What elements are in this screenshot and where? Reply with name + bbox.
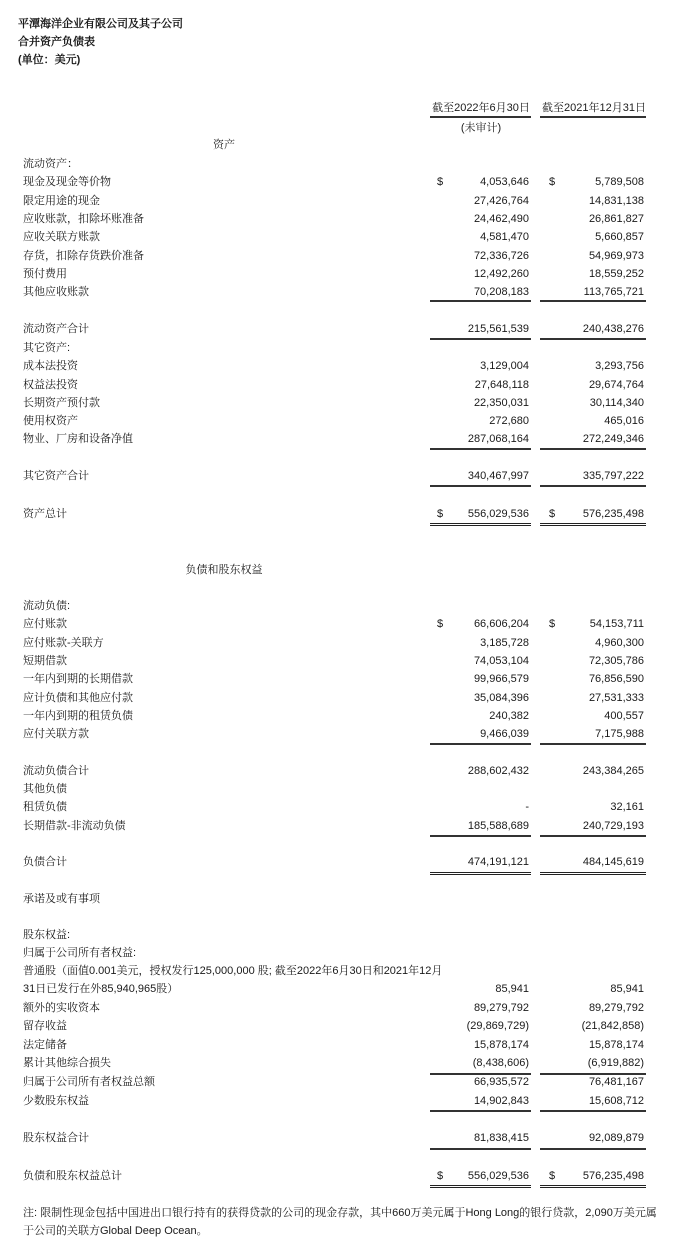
value-2022-06-30: (8,438,606)	[472, 1057, 529, 1069]
row-label: 股东权益:	[23, 929, 71, 941]
row-label: 少数股东权益	[23, 1095, 89, 1107]
row-label: 负债和股东权益总计	[23, 1170, 122, 1182]
subtotal-rule	[430, 835, 531, 837]
subtotal-rule	[430, 448, 531, 450]
row-label: 股东权益合计	[23, 1132, 89, 1144]
value-2022-06-30: (29,869,729)	[466, 1020, 529, 1032]
row-label: 应付账款	[23, 618, 67, 630]
row-label: 限定用途的现金	[23, 194, 100, 207]
value-2022-06-30: 9,466,039	[480, 728, 529, 740]
value-2022-06-30: 89,279,792	[473, 1002, 529, 1014]
currency-symbol: $	[437, 176, 444, 188]
row-label: 资产总计	[23, 508, 67, 520]
statement-title: 合并资产负债表	[18, 36, 95, 48]
subtotal-rule	[540, 448, 646, 450]
value-2021-12-31: 240,729,193	[582, 820, 644, 832]
value-2022-06-30: 340,467,997	[467, 470, 529, 482]
row-label: 应收关联方账款	[23, 231, 100, 243]
subtotal-rule	[430, 1110, 531, 1112]
subtotal-rule	[430, 743, 531, 745]
value-2021-12-31: 26,861,827	[588, 213, 644, 225]
row-label: 权益法投资	[23, 378, 78, 391]
value-2022-06-30: 70,208,183	[473, 286, 529, 298]
row-label: 物业、厂房和设备净值	[23, 433, 133, 445]
value-2021-12-31: 113,765,721	[583, 286, 644, 298]
value-2021-12-31: 72,305,786	[588, 655, 644, 667]
value-2021-12-31: 27,531,333	[588, 691, 644, 704]
column-header-2022: 截至2022年6月30日	[432, 102, 530, 114]
value-2022-06-30: -	[525, 801, 529, 813]
row-label: 累计其他综合损失	[23, 1057, 111, 1069]
value-2021-12-31: 465,016	[604, 415, 644, 427]
value-2021-12-31: 30,114,340	[589, 397, 644, 409]
double-total-rule	[430, 872, 531, 876]
value-2022-06-30: 4,053,646	[480, 176, 529, 188]
value-2021-12-31: 243,384,265	[582, 765, 644, 777]
value-2022-06-30: 287,068,164	[467, 433, 529, 445]
value-2022-06-30: 24,462,490	[473, 213, 529, 225]
value-2021-12-31: 400,557	[604, 710, 644, 722]
value-2021-12-31: 89,279,792	[588, 1002, 644, 1014]
value-2022-06-30: 72,336,726	[473, 249, 529, 262]
value-2021-12-31: 32,161	[610, 801, 644, 813]
double-total-rule	[430, 523, 531, 527]
row-label: 流动资产：	[23, 158, 78, 170]
value-2021-12-31: 576,235,498	[582, 508, 644, 520]
row-label: 应付关联方款	[23, 728, 89, 740]
subtotal-rule	[430, 300, 531, 302]
value-2022-06-30: 15,878,174	[473, 1039, 529, 1051]
subtotal-rule	[540, 1110, 646, 1112]
column-header-underline	[430, 116, 531, 118]
value-2022-06-30: 22,350,031	[473, 397, 529, 409]
subtotal-rule	[430, 1148, 531, 1150]
currency-symbol: $	[437, 618, 444, 630]
row-label: 承诺及或有事项	[23, 893, 100, 905]
value-2022-06-30: 4,581,470	[480, 231, 529, 243]
currency-symbol: $	[549, 176, 556, 188]
row-label: 31日已发行在外85,940,965股）	[23, 983, 179, 995]
value-2021-12-31: 484,145,619	[582, 856, 644, 868]
value-2021-12-31: 4,960,300	[595, 636, 644, 649]
subtotal-rule	[430, 338, 531, 340]
row-label: 一年内到期的长期借款	[23, 673, 133, 685]
row-label: 应付账款-关联方	[23, 636, 104, 649]
value-2021-12-31: 7,175,988	[595, 728, 644, 740]
value-2022-06-30: 215,561,539	[467, 323, 529, 335]
column-header-underline	[540, 116, 646, 118]
value-2021-12-31: 18,559,252	[588, 268, 644, 280]
value-2021-12-31: 92,089,879	[588, 1132, 644, 1144]
row-label: 法定储备	[23, 1039, 67, 1051]
row-label: 负债合计	[23, 856, 67, 868]
row-label: 应计负债和其他应付款	[23, 691, 133, 704]
double-total-rule	[540, 872, 646, 876]
row-label: 流动资产合计	[23, 323, 89, 335]
currency-symbol: $	[549, 1170, 556, 1182]
value-2022-06-30: 66,935,572	[473, 1076, 529, 1088]
value-2021-12-31: 15,878,174	[588, 1039, 644, 1051]
value-2021-12-31: (21,842,858)	[581, 1020, 644, 1032]
value-2022-06-30: 14,902,843	[473, 1095, 529, 1107]
row-label: 其他负债	[23, 783, 67, 795]
row-label: 成本法投资	[23, 360, 78, 372]
double-total-rule	[540, 523, 646, 527]
subtotal-rule	[540, 1073, 646, 1075]
value-2021-12-31: (6,919,882)	[587, 1057, 644, 1069]
row-label: 其它资产合计	[23, 470, 89, 482]
value-2021-12-31: 3,293,756	[595, 360, 644, 372]
row-label: 短期借款	[23, 655, 67, 667]
value-2022-06-30: 12,492,260	[473, 268, 529, 280]
column-header-unaudited: (未审计)	[460, 122, 502, 134]
value-2022-06-30: 66,606,204	[473, 618, 529, 630]
value-2021-12-31: 5,660,857	[595, 231, 644, 243]
double-total-rule	[540, 1185, 646, 1189]
row-label: 现金及现金等价物	[23, 176, 111, 188]
row-label: 流动负债:	[23, 600, 71, 612]
value-2022-06-30: 27,648,118	[474, 378, 529, 391]
row-label: 预付费用	[23, 268, 67, 280]
subtotal-rule	[540, 338, 646, 340]
value-2022-06-30: 99,966,579	[473, 673, 529, 685]
currency-symbol: $	[549, 618, 556, 630]
currency-symbol: $	[549, 508, 556, 520]
subtotal-rule	[540, 1148, 646, 1150]
value-2022-06-30: 185,588,689	[467, 820, 529, 832]
value-2022-06-30: 556,029,536	[467, 1170, 529, 1182]
value-2021-12-31: 76,856,590	[588, 673, 644, 685]
value-2022-06-30: 35,084,396	[473, 691, 529, 704]
value-2022-06-30: 272,680	[489, 415, 529, 427]
footnote: 注: 限制性现金包括中国进出口银行持有的获得贷款的公司的现金存款，其中660万美元属于Hong Long的银行贷款，2,090万美元属于公司的关联方Global Deep Ocean。	[23, 1207, 657, 1237]
value-2022-06-30: 27,426,764	[473, 194, 529, 207]
value-2021-12-31: 576,235,498	[582, 1170, 644, 1182]
value-2021-12-31: 5,789,508	[595, 176, 644, 188]
value-2021-12-31: 54,969,973	[588, 249, 644, 262]
value-2021-12-31: 76,481,167	[588, 1076, 644, 1088]
row-label: 归属于公司所有者权益:	[23, 947, 137, 959]
subtotal-rule	[540, 485, 646, 487]
value-2022-06-30: 240,382	[489, 710, 529, 722]
section-heading-liabilities-equity: 负债和股东权益	[185, 564, 263, 576]
row-label: 使用权资产	[23, 415, 78, 427]
value-2021-12-31: 29,674,764	[588, 378, 644, 391]
currency-symbol: $	[437, 508, 444, 520]
value-2021-12-31: 335,797,222	[582, 470, 644, 482]
value-2021-12-31: 15,608,712	[588, 1095, 644, 1107]
row-label: 留存收益	[23, 1020, 67, 1032]
row-label: 普通股（面值0.001美元，授权发行125,000,000 股; 截至2022年6月30日和2021年12月	[23, 965, 443, 977]
row-label: 租赁负债	[23, 801, 67, 813]
value-2021-12-31: 85,941	[610, 983, 644, 995]
subtotal-rule	[540, 743, 646, 745]
value-2022-06-30: 3,129,004	[480, 360, 529, 372]
value-2022-06-30: 556,029,536	[467, 508, 529, 520]
row-label: 长期借款-非流动负债	[23, 820, 126, 832]
value-2022-06-30: 74,053,104	[473, 655, 529, 667]
value-2022-06-30: 474,191,121	[467, 856, 529, 868]
subtotal-rule	[540, 835, 646, 837]
row-label: 流动负债合计	[23, 765, 89, 777]
double-total-rule	[430, 1185, 531, 1189]
subtotal-rule	[430, 485, 531, 487]
row-label: 其他应收账款	[23, 286, 89, 298]
row-label: 应收账款，扣除坏账准备	[23, 213, 144, 225]
value-2022-06-30: 3,185,728	[480, 636, 529, 649]
row-label: 其它资产:	[23, 342, 71, 354]
section-heading-assets: 资产	[213, 139, 235, 151]
currency-symbol: $	[437, 1170, 444, 1182]
value-2022-06-30: 85,941	[495, 983, 529, 995]
row-label: 一年内到期的租赁负债	[23, 710, 133, 722]
value-2021-12-31: 54,153,711	[589, 618, 644, 630]
row-label: 归属于公司所有者权益总额	[23, 1076, 155, 1088]
value-2021-12-31: 14,831,138	[588, 194, 644, 207]
subtotal-rule	[540, 300, 646, 302]
row-label: 额外的实收资本	[23, 1002, 100, 1014]
value-2021-12-31: 272,249,346	[582, 433, 644, 445]
company-name: 平潭海洋企业有限公司及其子公司	[18, 18, 183, 30]
subtotal-rule	[430, 1073, 531, 1075]
value-2022-06-30: 81,838,415	[473, 1132, 529, 1144]
row-label: 长期资产预付款	[23, 397, 100, 409]
unit-label: (单位：美元)	[18, 54, 81, 66]
value-2021-12-31: 240,438,276	[582, 323, 644, 335]
column-header-2021: 截至2021年12月31日	[542, 102, 646, 114]
row-label: 存货，扣除存货跌价准备	[23, 249, 144, 262]
value-2022-06-30: 288,602,432	[467, 765, 529, 777]
